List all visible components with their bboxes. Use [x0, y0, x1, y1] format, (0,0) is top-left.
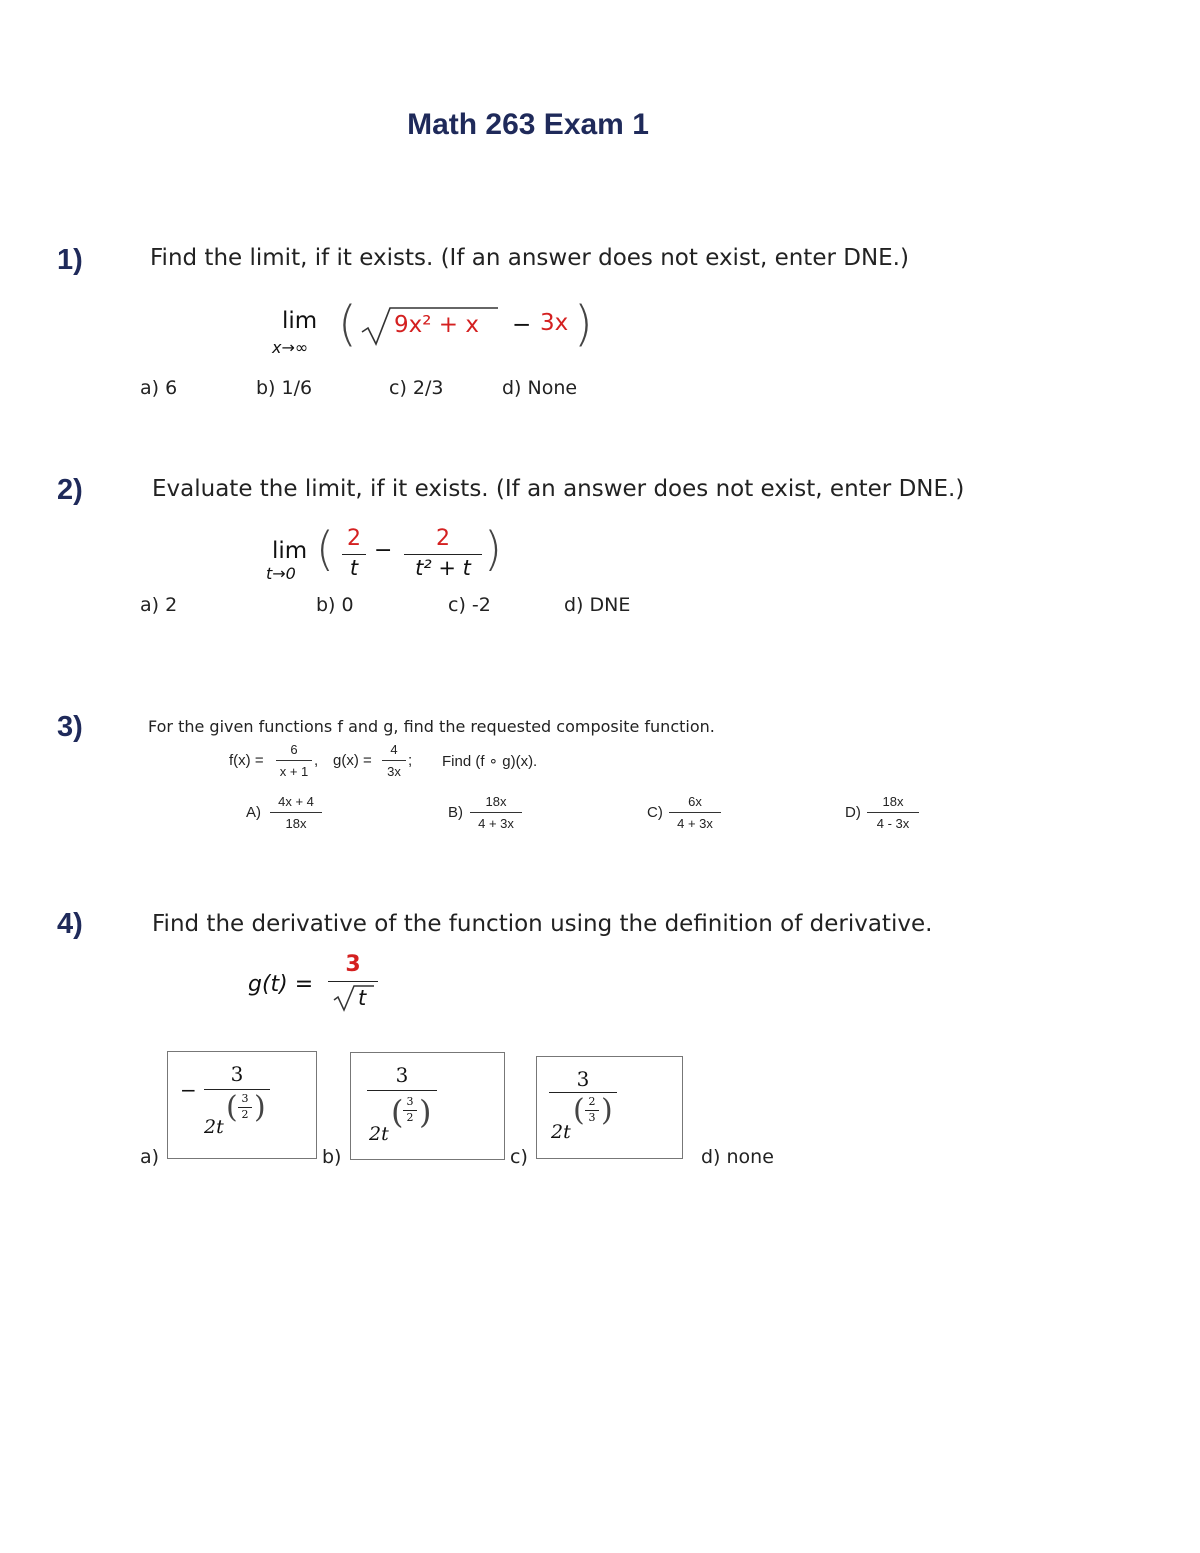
question-3-number: 3): [57, 711, 83, 743]
g-denominator: 3x: [387, 764, 401, 779]
limit-operator: lim: [282, 308, 318, 334]
question-1-number: 1): [57, 244, 83, 276]
question-3-prompt: For the given functions f and g, find the requested composite function.: [148, 717, 715, 736]
open-paren: (: [316, 522, 334, 576]
answer-fraction-bar: [367, 1090, 437, 1091]
choice-label: D): [845, 804, 861, 821]
question-4-choice-c-label[interactable]: c): [510, 1146, 528, 1168]
question-3-choice-c[interactable]: [647, 790, 727, 834]
question-1-prompt: Find the limit, if it exists. (If an answer does not exist, enter DNE.): [150, 245, 909, 271]
comma: ,: [314, 752, 319, 769]
g-fraction-bar: [382, 760, 406, 761]
answer-base: 2t: [204, 1116, 224, 1138]
fraction-1-bar: [342, 554, 366, 555]
choice-fraction-bar: [270, 812, 322, 813]
f-fraction-bar: [276, 760, 312, 761]
g-definition-label: g(x) =: [333, 752, 372, 769]
exponent-denominator: 2: [406, 1111, 414, 1124]
question-4-number: 4): [57, 908, 83, 940]
question-4-choice-d[interactable]: d) none: [701, 1146, 774, 1168]
question-2-choice-b[interactable]: b) 0: [316, 594, 354, 616]
choice-label: B): [448, 804, 463, 821]
choice-numerator: 18x: [882, 794, 904, 809]
fraction-2-denominator: t² + t: [415, 556, 471, 580]
minus-sign: −: [374, 538, 393, 563]
exponent-open-paren: (: [391, 1093, 404, 1131]
answer-base: 2t: [551, 1121, 571, 1143]
question-2-number: 2): [57, 474, 83, 506]
choice-label: C): [647, 804, 663, 821]
question-1-choice-b[interactable]: b) 1/6: [256, 377, 313, 399]
choice-numerator: 4x + 4: [278, 794, 314, 809]
function-denominator: t: [358, 986, 367, 1010]
question-1-choice-d[interactable]: d) None: [502, 377, 578, 399]
choice-denominator: 4 + 3x: [478, 816, 514, 831]
fraction-2-bar: [404, 554, 482, 555]
function-lhs: g(t) =: [248, 972, 314, 997]
find-composite: Find (f ∘ g)(x).: [442, 753, 538, 770]
close-paren: ): [574, 296, 593, 352]
question-3-choice-d[interactable]: [845, 790, 925, 834]
choice-numerator: 6x: [688, 794, 702, 809]
question-2-choice-a[interactable]: a) 2: [140, 594, 178, 616]
exponent-numerator: 3: [406, 1095, 414, 1108]
exponent-denominator: 2: [241, 1108, 249, 1121]
limit-operator: lim: [272, 538, 308, 564]
exponent-close-paren: ): [254, 1090, 266, 1125]
exponent-close-paren: ): [601, 1093, 613, 1128]
choice-fraction-bar: [867, 812, 919, 813]
question-4-function: [248, 952, 388, 1016]
question-2-prompt: Evaluate the limit, if it exists. (If an answer does not exist, enter DNE.): [152, 476, 965, 502]
question-2-choice-d[interactable]: d) DNE: [564, 594, 631, 616]
choice-label: A): [246, 804, 261, 821]
fraction-1-numerator: 2: [347, 526, 361, 551]
exponent-numerator: 3: [241, 1092, 249, 1105]
question-1-choice-c[interactable]: c) 2/3: [389, 377, 444, 399]
function-fraction-bar: [328, 981, 378, 982]
fraction-1-denominator: t: [349, 556, 359, 580]
exponent-open-paren: (: [573, 1093, 585, 1128]
question-1-expression: [268, 296, 608, 360]
question-4-choice-b-label[interactable]: b): [322, 1146, 342, 1168]
limit-subscript: x→∞: [272, 338, 309, 357]
page-title: Math 263 Exam 1: [407, 108, 649, 141]
function-numerator: 3: [345, 952, 361, 977]
radical-sign: [332, 984, 376, 1012]
question-4-prompt: Find the derivative of the function using the definition of derivative.: [152, 911, 933, 937]
answer-numerator: 3: [395, 1063, 409, 1087]
question-1-choice-a[interactable]: a) 6: [140, 377, 178, 399]
fraction-2-numerator: 2: [436, 526, 450, 551]
choice-denominator: 18x: [285, 816, 307, 831]
choice-numerator: 18x: [485, 794, 507, 809]
limit-subscript: t→0: [266, 564, 296, 583]
choice-fraction-bar: [669, 812, 721, 813]
f-numerator: 6: [290, 742, 298, 757]
radicand: 9x² + x: [394, 312, 479, 338]
f-definition-label: f(x) =: [229, 752, 264, 769]
question-3-choice-b[interactable]: [448, 790, 528, 834]
answer-numerator: 3: [576, 1067, 590, 1091]
answer-numerator: 3: [230, 1062, 244, 1086]
choice-fraction-bar: [470, 812, 522, 813]
exponent-numerator: 2: [588, 1095, 596, 1108]
close-paren: ): [484, 522, 502, 576]
choice-denominator: 4 - 3x: [876, 816, 910, 831]
minus-sign: −: [512, 312, 532, 338]
exponent-close-paren: ): [419, 1093, 432, 1131]
open-paren: (: [338, 296, 357, 352]
semicolon: ;: [408, 752, 413, 769]
negative-sign: −: [180, 1078, 197, 1102]
question-2-choice-c[interactable]: c) -2: [448, 594, 491, 616]
question-3-choice-a[interactable]: [246, 790, 326, 834]
g-numerator: 4: [390, 742, 398, 757]
f-denominator: x + 1: [279, 764, 309, 779]
choice-denominator: 4 + 3x: [677, 816, 713, 831]
question-4-choice-b[interactable]: [350, 1052, 505, 1160]
question-4-choice-c[interactable]: [536, 1056, 683, 1159]
answer-base: 2t: [369, 1123, 389, 1145]
question-4-choice-a[interactable]: [167, 1051, 317, 1159]
exponent-denominator: 3: [588, 1111, 596, 1124]
question-4-choice-a-label[interactable]: a): [140, 1146, 160, 1168]
question-2-expression: [262, 524, 522, 584]
subtracted-term: 3x: [540, 310, 569, 336]
exponent-open-paren: (: [226, 1090, 238, 1125]
